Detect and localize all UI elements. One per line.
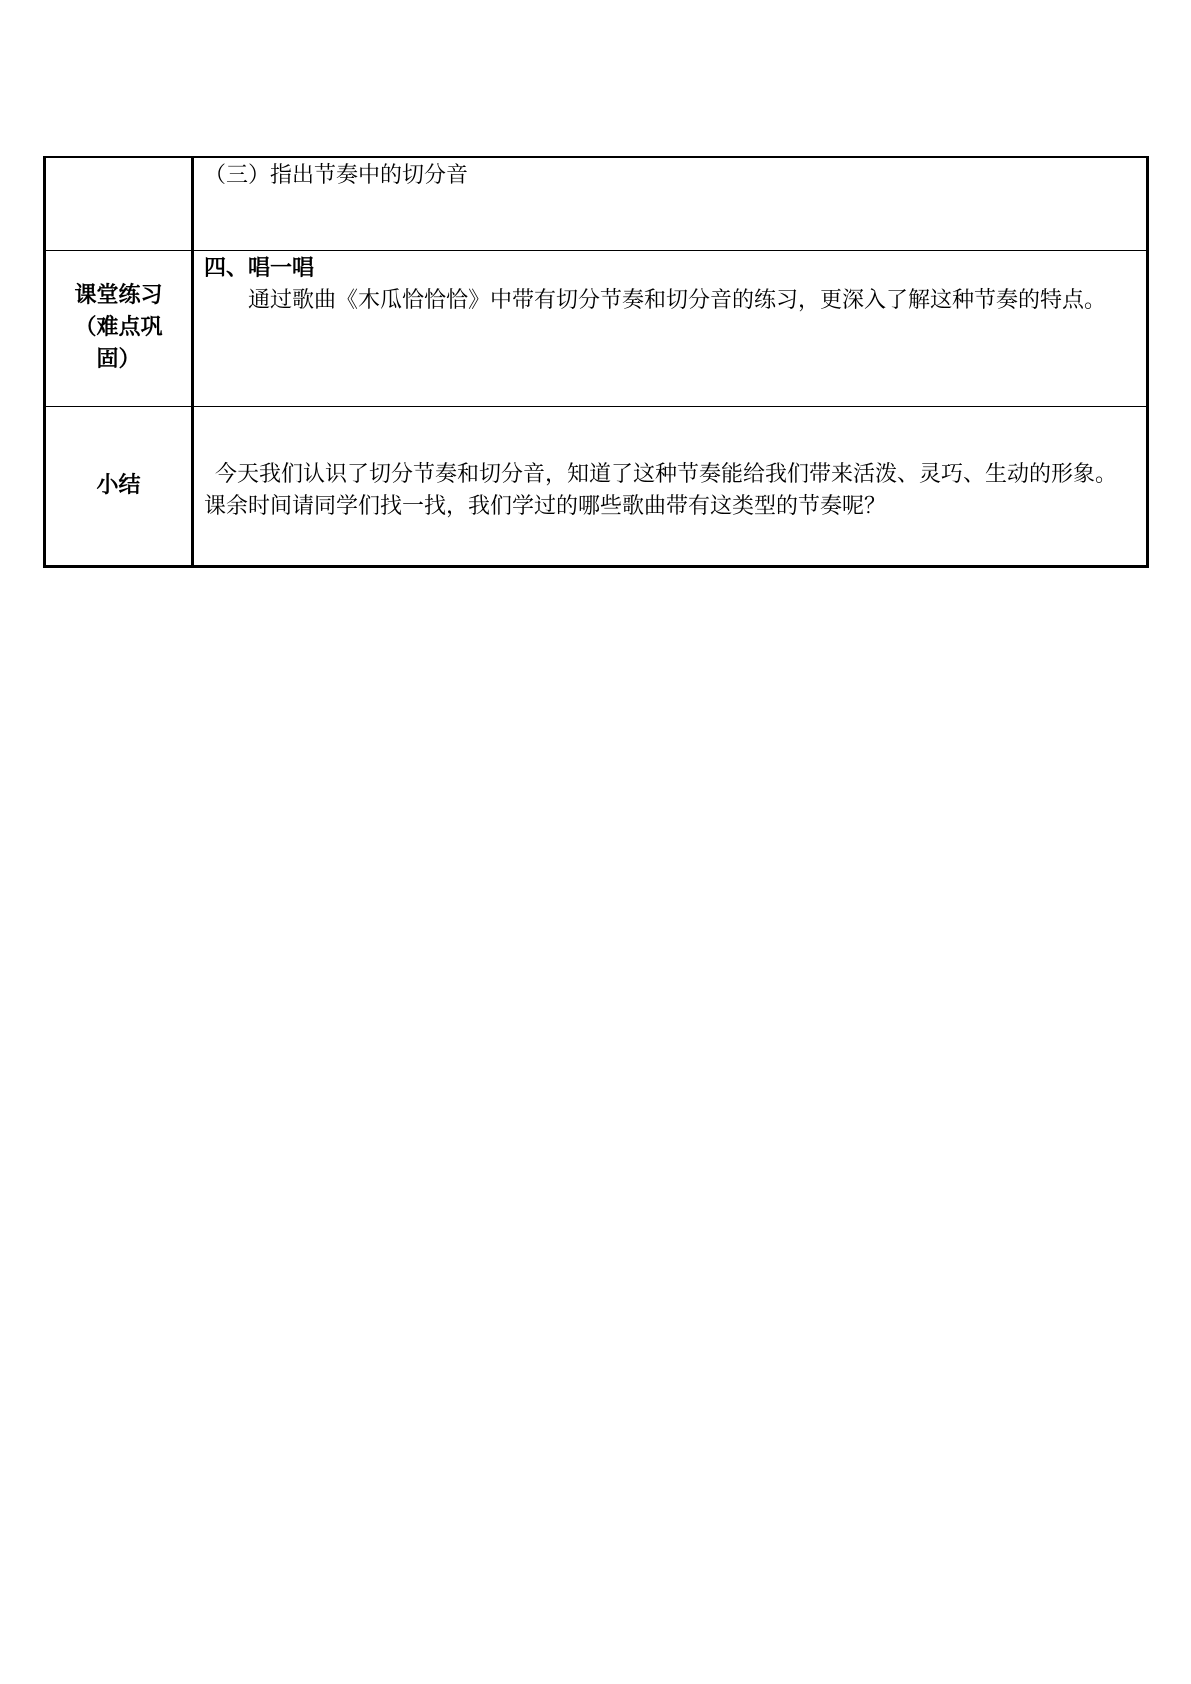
row-content xyxy=(193,250,1148,406)
summary-body-text: 今天我们认识了切分节奏和切分音，知道了这种节奏能给我们带来活泼、灵巧、生动的形象。课余时间请同学们找一找，我们学过的哪些歌曲带有这类型的节奏呢？ xyxy=(204,461,1118,519)
row-label-empty xyxy=(45,157,193,250)
section-heading: 四、唱一唱 xyxy=(204,255,315,281)
row-content xyxy=(193,157,1148,250)
table-row xyxy=(45,157,1148,250)
table-row xyxy=(45,406,1148,566)
row-label-summary: 小结 xyxy=(45,406,193,566)
lesson-plan-table xyxy=(43,156,1149,568)
row-content xyxy=(193,406,1148,566)
practice-body-text: 通过歌曲《木瓜恰恰恰》中带有切分节奏和切分音的练习，更深入了解这种节奏的特点。 xyxy=(248,287,1107,313)
row-label-practice: 课堂练习（难点巩固） xyxy=(45,250,193,406)
table-row xyxy=(45,250,1148,406)
step-three-text: （三）指出节奏中的切分音 xyxy=(204,163,469,188)
